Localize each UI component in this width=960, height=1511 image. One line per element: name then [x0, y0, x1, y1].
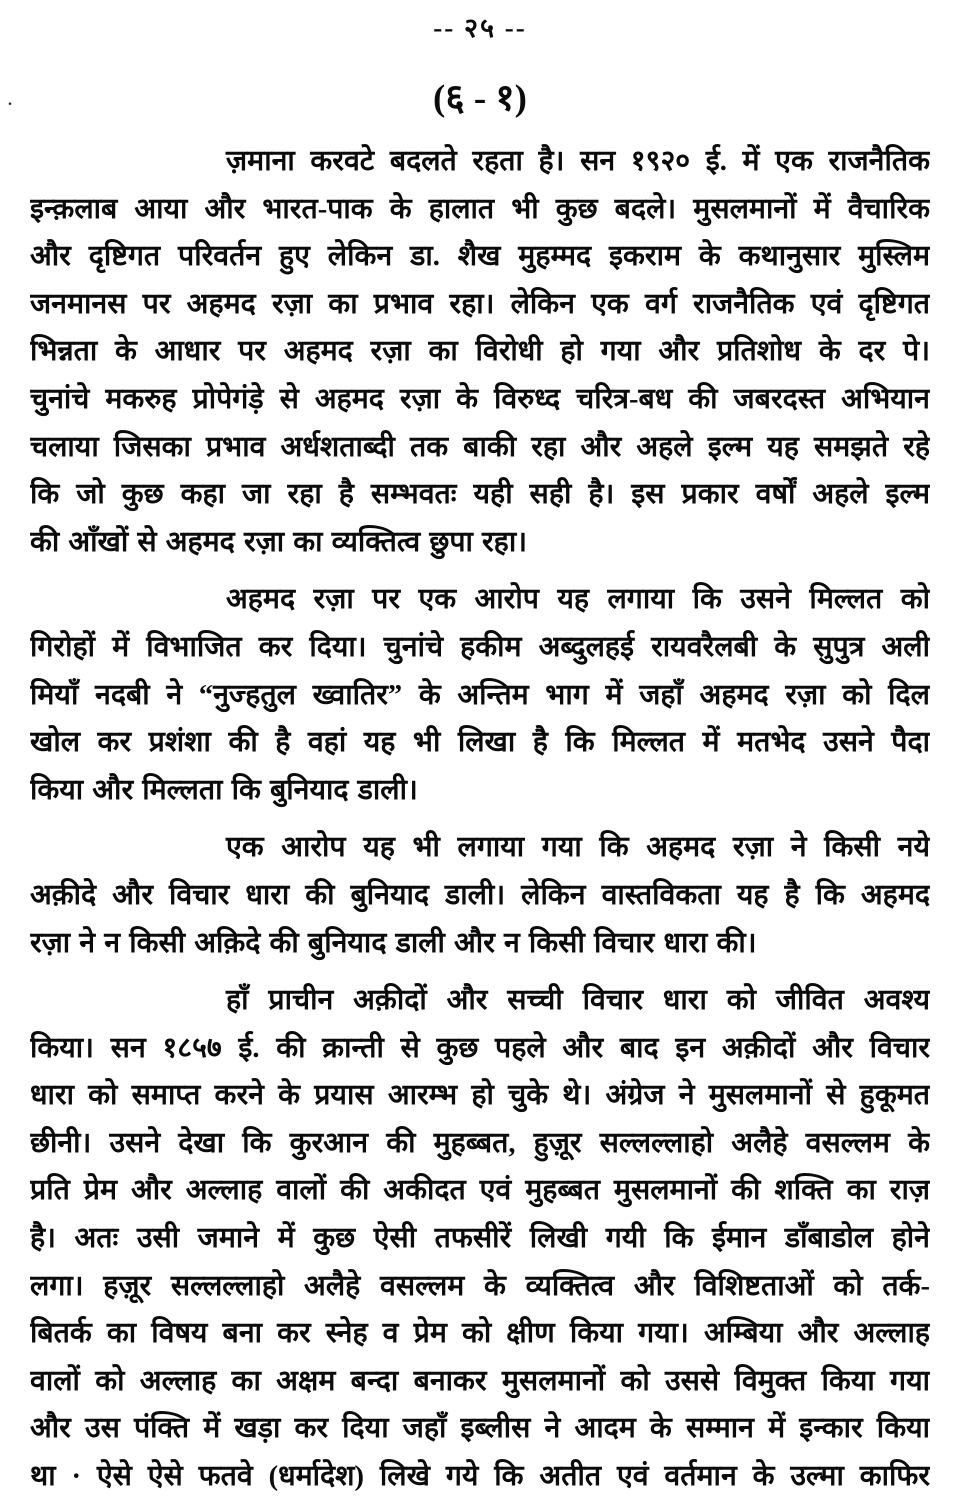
text-line: एक आरोप यह भी लगाया गया कि अहमद रज़ा ने किसी नये — [226, 832, 930, 864]
text-line: ज़माना करवटे बदलते रहता है। सन १९२० ई. में एक राजनैतिक — [226, 146, 930, 177]
text-line: चलाया जिसका प्रभाव अर्धशताब्दी तक बाकी रहा और अहले इल्म यह समझते रहे — [30, 431, 930, 463]
text-line: था · ऐसे ऐसे फतवे (धर्मादेश) लिखे गये कि अतीत एवं वर्तमान के उल्मा काफिर — [30, 1461, 930, 1493]
text-line: और दृष्टिगत परिवर्तन हुए लेकिन डा. शैख मुहम्मद इकराम के कथानुसार मुस्लिम — [30, 241, 930, 273]
section-heading: (६ - १) — [433, 78, 527, 119]
text-line: वालों को अल्लाह का अक्षम बन्दा बनाकर मुसलमानों को उससे विमुक्त किया गया — [30, 1365, 930, 1397]
text-line: खोल कर प्रशंशा की है वहां यह भी लिखा है कि मिल्लत में मतभेद उसने पैदा — [30, 727, 930, 759]
paragraph — [30, 138, 930, 566]
text-line: किया। सन १८५७ ई. की क्रान्ती से कुछ पहले और बाद इन अक़ीदों और विचार — [30, 1032, 930, 1064]
page-number: -- २५ -- — [433, 13, 527, 43]
text-line: हाँ प्राचीन अक़ीदों और सच्ची विचार धारा को जीवित अवश्य — [226, 985, 930, 1017]
text-line: प्रति प्रेम और अल्लाह वालों की अकीदत एवं मुहब्बत मुसलमानों की शक्ति का राज़ — [30, 1175, 930, 1207]
text-line: और उस पंक्ति में खड़ा कर दिया जहाँ इब्लीस ने आदम के सम्मान में इन्कार किया — [30, 1413, 930, 1445]
text-line: है। अतः उसी जमाने में कुछ ऐसी तफसीरें लिखी गयी कि ईमान डाँबाडोल होने — [30, 1223, 930, 1255]
text-line: रज़ा ने न किसी अक़िदे की बुनियाद डाली और न किसी विचार धारा की। — [30, 927, 757, 959]
paragraph — [30, 824, 930, 967]
text-line: अहमद रज़ा पर एक आरोप यह लगाया कि उसने मिल्लत को — [226, 584, 930, 616]
text-line: भिन्नता के आधार पर अहमद रज़ा का विरोधी हो गया और प्रतिशोध के दर पे। — [30, 336, 930, 368]
text-line: गिरोहों में विभाजित कर दिया। चुनांचे हकीम अब्दुलहई रायवरैलबी के सुपुत्र अली — [30, 631, 930, 663]
text-line: लगा। हज़ूर सल्लल्लाहो अलैहे वसल्लम के व्यक्तित्व और विशिष्टताओं को तर्क- — [30, 1270, 930, 1302]
paragraph — [30, 977, 930, 1501]
text-line: धारा को समाप्त करने के प्रयास आरम्भ हो चुके थे। अंग्रेज ने मुसलमानों से हुकूमत — [30, 1080, 930, 1112]
text-line: बितर्क का विषय बना कर स्नेह व प्रेम को क्षीण किया गया। अम्बिया और अल्लाह — [30, 1318, 930, 1350]
text-line: कि जो कुछ कहा जा रहा है सम्भवतः यही सही है। इस प्रकार वर्षों अहले इल्म — [30, 479, 930, 511]
text-line: अक़ीदे और विचार धारा की बुनियाद डाली। लेकिन वास्तविकता यह है कि अहमद — [30, 879, 930, 911]
text-line: इन्क़लाब आया और भारत-पाक के हालात भी कुछ बदले। मुसलमानों में वैचारिक — [30, 193, 930, 225]
paragraph — [30, 576, 930, 814]
text-line: छीनी। उसने देखा कि कुरआन की मुहब्बत, हुज़ूर सल्लल्लाहो अलैहे वसल्लम के — [30, 1127, 930, 1159]
margin-speck: . — [8, 92, 12, 109]
text-line: की आँखों से अहमद रज़ा का व्यक्तित्व छुपा रहा। — [30, 526, 527, 558]
body-text — [30, 138, 930, 1511]
text-line: किया और मिल्लता कि बुनियाद डाली। — [30, 774, 418, 806]
text-line: चुनांचे मकरुह प्रोपेगंड़े से अहमद रज़ा के विरुध्द चरित्र-बध की जबरदस्त अभियान — [30, 383, 930, 415]
text-line: मियाँ नदबी ने “नुज्हतुल ख्वातिर” के अन्तिम भाग में जहाँ अहमद रज़ा को दिल — [30, 679, 930, 711]
text-line: जनमानस पर अहमद रज़ा का प्रभाव रहा। लेकिन एक वर्ग राजनैतिक एवं दृष्टिगत — [30, 288, 930, 320]
